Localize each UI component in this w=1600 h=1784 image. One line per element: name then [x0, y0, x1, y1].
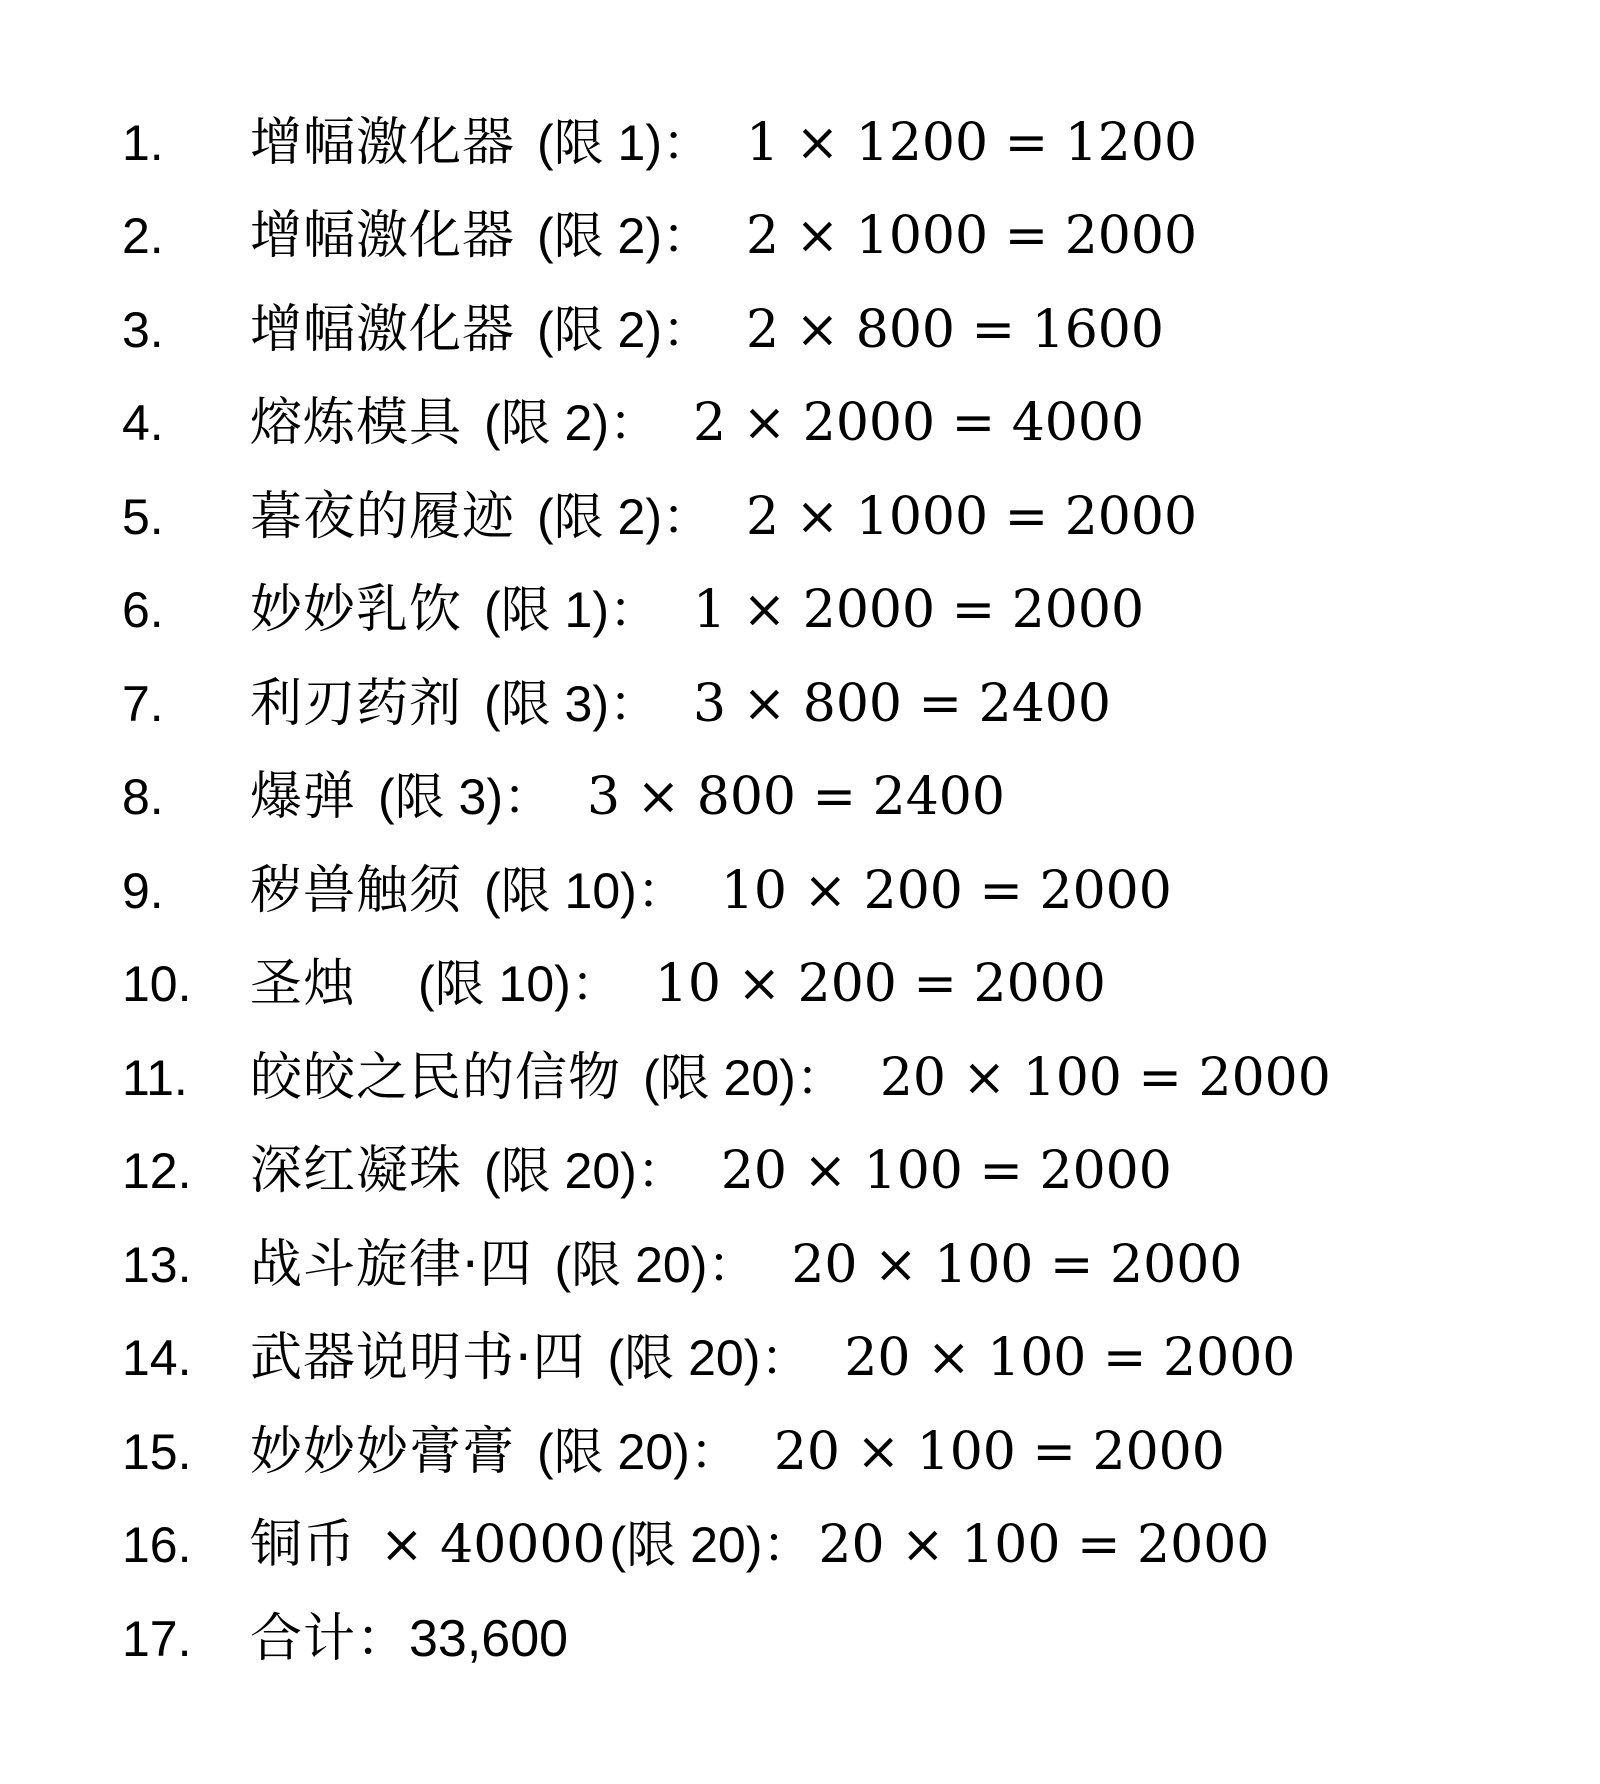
- item-colon: ：: [636, 861, 687, 920]
- total-row: [122, 1592, 1331, 1686]
- list-item: [122, 470, 1331, 564]
- item-number: 2.: [122, 208, 164, 265]
- item-formula: 2 × 1000 = 2000: [746, 206, 1198, 267]
- item-name: 妙妙妙膏膏: [250, 1421, 516, 1482]
- item-name: 暮夜的履迹: [250, 486, 516, 547]
- item-number: 1.: [122, 114, 164, 171]
- item-colon: ：: [662, 487, 713, 546]
- list-item: [122, 844, 1331, 938]
- item-colon: ：: [662, 113, 713, 172]
- list-item: [122, 657, 1331, 751]
- list-item: [122, 1031, 1331, 1125]
- item-formula: 1 × 2000 = 2000: [693, 580, 1145, 641]
- item-number: 3.: [122, 301, 164, 358]
- item-formula: 20 × 100 = 2000: [791, 1234, 1243, 1295]
- list-item: [122, 938, 1331, 1032]
- item-formula: 3 × 800 = 2400: [693, 673, 1111, 734]
- item-limit: (限 20): [607, 1330, 761, 1387]
- item-number: 16.: [122, 1517, 192, 1574]
- item-name: 皎皎之民的信物: [250, 1047, 622, 1108]
- item-limit: (限 1): [484, 582, 610, 639]
- item-formula: 2 × 800 = 1600: [746, 299, 1164, 360]
- item-colon: ：: [707, 1235, 758, 1294]
- item-formula: 3 × 800 = 2400: [587, 767, 1005, 828]
- list-item: [122, 1499, 1331, 1593]
- item-number: 14.: [122, 1330, 192, 1387]
- list-item: [122, 1312, 1331, 1406]
- item-name: 熔炼模具: [250, 393, 463, 454]
- total-number: 17.: [122, 1610, 192, 1667]
- item-limit: (限 2): [537, 208, 663, 265]
- item-number: 9.: [122, 862, 164, 919]
- item-number: 11.: [122, 1049, 188, 1106]
- item-colon: ：: [609, 394, 660, 453]
- list-item: [122, 1405, 1331, 1499]
- item-colon: ：: [570, 955, 621, 1014]
- item-colon: ：: [636, 1142, 687, 1201]
- item-limit: (限 10): [418, 956, 571, 1013]
- item-formula: 20 × 100 = 2000: [879, 1047, 1331, 1108]
- item-number: 13.: [122, 1236, 192, 1293]
- item-formula: 20 × 100 = 2000: [773, 1421, 1225, 1482]
- item-limit: (限 3): [378, 769, 504, 826]
- item-formula: 2 × 1000 = 2000: [746, 486, 1198, 547]
- item-colon: ：: [689, 1422, 740, 1481]
- item-formula: 20 × 100 = 2000: [844, 1328, 1296, 1389]
- item-number: 6.: [122, 582, 164, 639]
- item-name: 武器说明书·四: [250, 1328, 586, 1389]
- item-colon: ：: [795, 1048, 846, 1107]
- item-limit: (限 2): [484, 395, 610, 452]
- item-number: 5.: [122, 488, 164, 545]
- list-item: [122, 283, 1331, 377]
- item-name: 爆弹: [250, 767, 357, 828]
- item-number: 10.: [122, 956, 192, 1013]
- item-number: 4.: [122, 395, 164, 452]
- item-colon: ：: [609, 674, 660, 733]
- item-formula: 10 × 200 = 2000: [720, 860, 1172, 921]
- list-item: [122, 751, 1331, 845]
- item-colon: ：: [760, 1329, 811, 1388]
- item-colon: ：: [762, 1516, 813, 1575]
- list-item: [122, 190, 1331, 284]
- list-item: [122, 1218, 1331, 1312]
- item-number: 7.: [122, 675, 164, 732]
- item-number: 12.: [122, 1143, 192, 1200]
- item-list: [122, 96, 1331, 1686]
- item-formula: 20 × 100 = 2000: [720, 1141, 1172, 1202]
- item-limit: (限 20): [554, 1236, 708, 1293]
- item-formula: 20 × 100 = 2000: [818, 1515, 1270, 1576]
- item-formula: 10 × 200 = 2000: [654, 954, 1106, 1015]
- item-colon: ：: [503, 768, 554, 827]
- item-name: 圣烛: [250, 954, 357, 1015]
- item-name: 增幅激化器: [250, 206, 516, 267]
- list-item: [122, 1125, 1331, 1219]
- item-formula: 2 × 2000 = 4000: [693, 393, 1145, 454]
- item-number: 8.: [122, 769, 164, 826]
- item-limit: (限 1): [537, 114, 663, 171]
- item-name: 战斗旋律·四: [250, 1234, 533, 1295]
- item-colon: ：: [609, 581, 660, 640]
- item-coin-amount: × 40000: [380, 1515, 606, 1576]
- item-name: 深红凝珠: [250, 1141, 463, 1202]
- item-limit: (限 20): [643, 1049, 796, 1106]
- item-limit: (限 3): [484, 675, 610, 732]
- item-name: 增幅激化器: [250, 112, 516, 173]
- item-limit: (限 20): [484, 1143, 637, 1200]
- item-colon: ：: [662, 300, 713, 359]
- item-name: 秽兽触须: [250, 860, 463, 921]
- item-limit: (限 2): [537, 301, 663, 358]
- item-limit: (限 2): [537, 488, 663, 545]
- list-item: [122, 96, 1331, 190]
- item-limit: (限 20): [537, 1423, 690, 1480]
- item-limit: (限 10): [484, 862, 637, 919]
- list-item: [122, 377, 1331, 471]
- item-formula: 1 × 1200 = 1200: [746, 112, 1198, 173]
- item-name: 增幅激化器: [250, 299, 516, 360]
- list-item: [122, 564, 1331, 658]
- total-value: 33,600: [409, 1609, 569, 1668]
- item-limit: (限 20): [609, 1517, 763, 1574]
- item-number: 15.: [122, 1423, 192, 1480]
- item-name: 妙妙乳饮: [250, 580, 463, 641]
- item-name: 铜币: [250, 1515, 357, 1576]
- item-colon: ：: [662, 207, 713, 266]
- total-label: 合计：: [250, 1608, 410, 1669]
- item-name: 利刃药剂: [250, 673, 463, 734]
